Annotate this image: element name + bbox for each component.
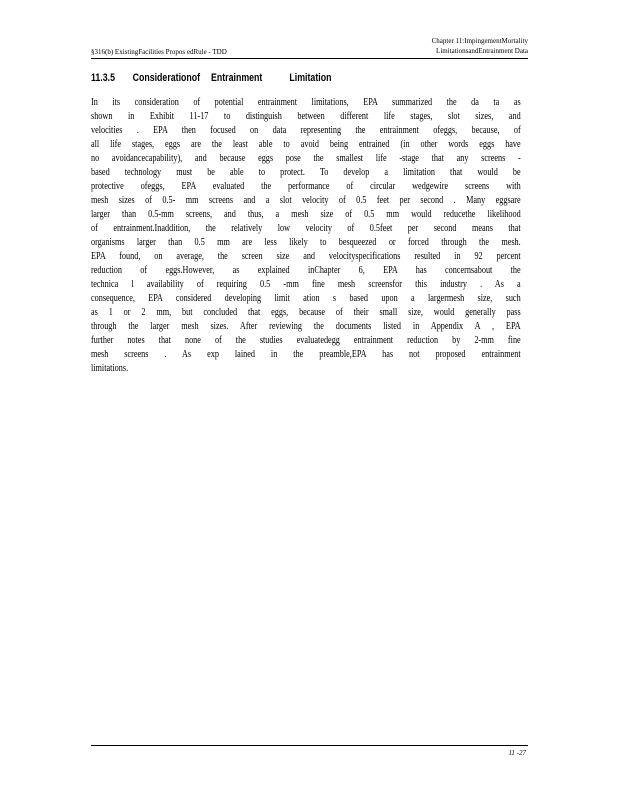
- paragraph-line: mesh sizes of 0.5- mm screens and a slot velocity of 0.5 feet per second . Many eggsare: [91, 195, 521, 206]
- section-title-word: Limitation: [289, 72, 332, 84]
- paragraph-line: consequence, EPA considered developing limit ation s based upon a largermesh size, such: [91, 293, 521, 304]
- paragraph-line: protective ofeggs, EPA evaluated the performance of circular wedgewire screens with: [91, 181, 521, 192]
- chapter-header: [432, 36, 528, 56]
- body-paragraph: [91, 96, 521, 376]
- section-number: 11.3.5: [91, 72, 115, 84]
- chapter-header-line2: LimitationsandEntrainment Data: [436, 47, 528, 55]
- document-header: §316(b) ExistingFacilities Propos edRule - TDD: [91, 48, 227, 56]
- paragraph-line: limitations.: [91, 363, 129, 374]
- paragraph-line: mesh screens . As exp lained in the preamble,EPA has not proposed entrainment: [91, 349, 521, 360]
- paragraph-line: all life stages, eggs are the least able to avoid being entrained (in other words eggs have: [91, 139, 521, 150]
- page-number: 11 -27: [508, 749, 526, 757]
- paragraph-line: based technology must be able to protect. To develop a limitation that would be: [91, 167, 521, 178]
- paragraph-line: technica l availability of requiring 0.5 -mm fine mesh screensfor this industry . As a: [91, 279, 521, 290]
- paragraph-line: no avoidancecapability), and because eggs pose the smallest life -stage that any screens -: [91, 153, 521, 164]
- paragraph-line: In its consideration of potential entrainment limitations, EPA summarized the da ta as: [91, 97, 521, 108]
- chapter-header-line1: Chapter 11:ImpingementMortality: [431, 37, 528, 45]
- paragraph-line: further notes that none of the studies evaluatedegg entrainment reduction by 2-mm fine: [91, 335, 521, 346]
- paragraph-line: as 1 or 2 mm, but concluded that eggs, because of their small size, would generally pass: [91, 307, 521, 318]
- paragraph-line: larger than 0.5-mm screens, and thus, a mesh size of 0.5 mm would reducethe likelihood: [91, 209, 521, 220]
- section-title-word: Entrainment: [211, 72, 263, 84]
- section-title-word: Considerationof: [132, 72, 201, 84]
- footer-divider: [91, 745, 528, 746]
- paragraph-line: reduction of eggs.However, as explained inChapter 6, EPA has concernsabout the: [91, 265, 521, 276]
- paragraph-line: organisms larger than 0.5 mm are less likely to besqueezed or forced through the mesh.: [91, 237, 521, 248]
- paragraph-line: EPA found, on average, the screen size and velocityspecifications resulted in 92 percent: [91, 251, 521, 262]
- paragraph-line: through the larger mesh sizes. After reviewing the documents listed in Appendix A , EPA: [91, 321, 521, 332]
- paragraph-line: velocities . EPA then focused on data representing the entrainment ofeggs, because, of: [91, 125, 521, 136]
- paragraph-line: of entrainment.Inaddition, the relatively low velocity of 0.5feet per second means that: [91, 223, 521, 234]
- section-heading: [91, 72, 331, 84]
- paragraph-line: shown in Exhibit 11-17 to distinguish between different life stages, slot sizes, and: [91, 111, 521, 122]
- header-divider: [91, 58, 528, 59]
